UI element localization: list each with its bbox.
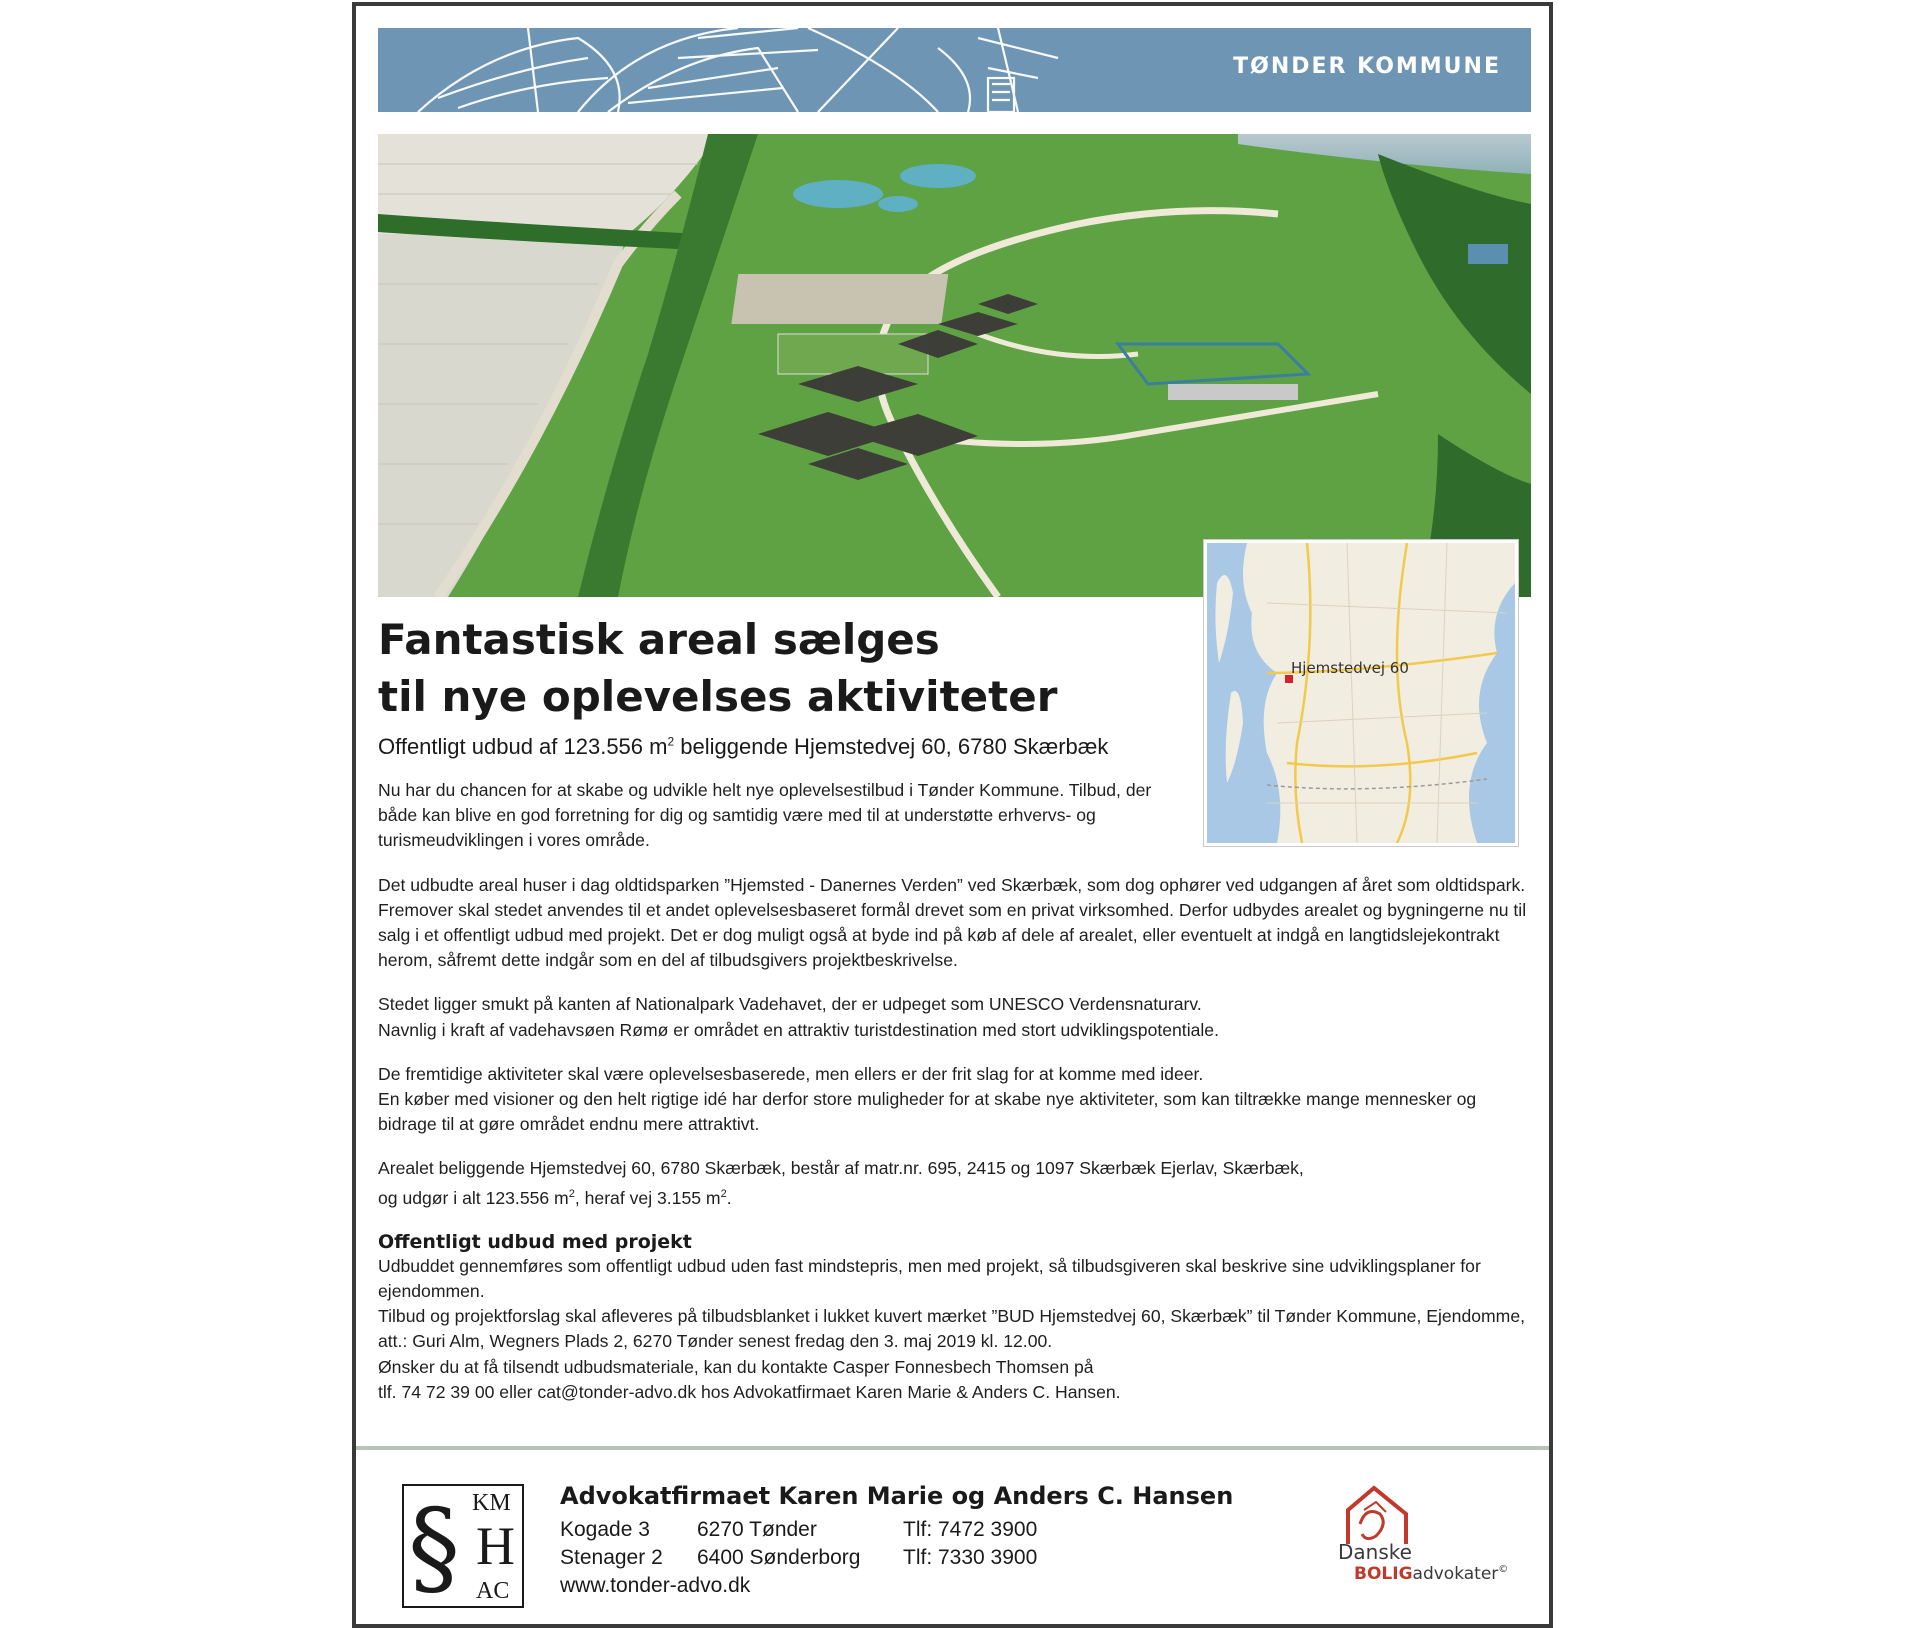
office-street: Stenager 2	[560, 1546, 663, 1569]
paragraph-area	[378, 1156, 1538, 1210]
paragraph-contact-line-1: Ønsker du at få tilsendt udbudsmateriale, kan du kontakte Casper Fonnesbech Thomsen på	[378, 1356, 1094, 1377]
section-heading: Offentligt udbud med projekt	[378, 1230, 692, 1253]
header-banner	[378, 28, 1531, 112]
subheadline	[378, 734, 1208, 760]
paragraph-tender-terms: Udbuddet gennemføres som offentligt udbud uden fast mindstepris, men med projekt, så tilbudsgiveren skal beskrive sine udviklingsplaner for ejendommen.	[378, 1255, 1481, 1301]
headline-line-2: til nye oplevelses aktiviteter	[378, 672, 1058, 721]
advertisement	[352, 2, 1553, 1628]
partner-logo-advokater: advokater	[1412, 1564, 1499, 1584]
paragraph-area-end: .	[726, 1187, 732, 1208]
paragraph-contact-line-2: tlf. 74 72 39 00 eller cat@tonder-advo.dk hos Advokatfirmaet Karen Marie & Anders C. Hansen.	[378, 1381, 1121, 1402]
superscript: 2	[568, 1187, 575, 1200]
superscript: 2	[720, 1187, 727, 1200]
logo-line-2: H	[476, 1516, 515, 1576]
office-phone: Tlf: 7472 3900	[903, 1518, 1038, 1541]
paragraph-contact	[378, 1355, 1538, 1405]
website-link[interactable]: www.tonder-advo.dk	[560, 1574, 751, 1597]
logo-line-3: AC	[476, 1578, 510, 1604]
office-street: Kogade 3	[560, 1518, 650, 1541]
subhead-text: Offentligt udbud af 123.556 m	[378, 734, 668, 759]
danske-boligadvokater-logo	[1316, 1484, 1516, 1594]
paragraph-area-total: og udgør i alt 123.556 m	[378, 1187, 569, 1208]
logo-line-1: KM	[472, 1490, 511, 1516]
paragraph-activities-line-2: En køber med visioner og den helt rigtige idé har derfor store muligheder for at skabe nye aktiviteter, som kan tiltrække mange mennesker og bidrage til at gøre området endnu mere attraktivt.	[378, 1089, 1477, 1135]
paragraph-area-road: , heraf vej 3.155 m	[574, 1187, 721, 1208]
paragraph-activities	[378, 1062, 1538, 1138]
office-city: 6270 Tønder	[697, 1518, 817, 1541]
map-location-label: Hjemstedvej 60	[1291, 659, 1409, 677]
office-city: 6400 Sønderborg	[697, 1546, 861, 1569]
paragraph-intro: Nu har du chancen for at skabe og udvikle helt nye oplevelsestilbud i Tønder Kommune. Tilbud, der både kan blive en god forretning for dig og samtidig være med til at understøtte erhvervs- og turismeudviklingen i vores område.	[378, 780, 1152, 851]
paragraph-current-use: Det udbudte areal huser i dag oldtidsparken ”Hjemsted - Danernes Verden” ved Skærbæk, som dog ophører ved udgangen af året som oldtidspark. Fremover skal stedet anvendes til et andet oplevelsesbaseret formål drevet som en privat virksomhed. Derfor udbydes arealet og bygningerne nu til salg i et offentligt udbud med projekt. Det er dog muligt også at byde ind på køb af dele af arealet, eller eventuelt at indgå en langtidslejekontrakt herom, såfremt dette indgår som en del af tilbudsgivers projektbeskrivelse.	[378, 874, 1527, 971]
partner-logo-bolig: BOLIG	[1354, 1564, 1413, 1584]
headline	[378, 611, 1198, 725]
office-phone: Tlf: 7330 3900	[903, 1546, 1038, 1569]
paragraph-location-line-1: Stedet ligger smukt på kanten af Nationalpark Vadehavet, der er udpeget som UNESCO Verdensnaturarv.	[378, 994, 1202, 1015]
paragraph-area-line-1: Arealet beliggende Hjemstedvej 60, 6780 Skærbæk, består af matr.nr. 695, 2415 og 1097 Skærbæk Ejerlav, Skærbæk,	[378, 1158, 1304, 1179]
partner-logo-word-2	[1354, 1564, 1508, 1584]
paragraph-location	[378, 992, 1538, 1042]
firm-name: Advokatfirmaet Karen Marie og Anders C. Hansen	[560, 1482, 1234, 1510]
kmhac-logo	[402, 1484, 524, 1608]
aerial-photo	[378, 134, 1531, 597]
headline-line-1: Fantastisk areal sælges	[378, 615, 940, 664]
section-sign-icon: §	[408, 1486, 460, 1608]
subhead-superscript: 2	[667, 734, 675, 749]
paragraph-activities-line-1: De fremtidige aktiviteter skal være oplevelsesbaserede, men ellers er der frit slag for at komme med ideer.	[378, 1063, 1204, 1084]
partner-logo-word-1: Danske	[1338, 1540, 1412, 1564]
subhead-text-end: beliggende Hjemstedvej 60, 6780 Skærbæk	[674, 734, 1109, 759]
body-text	[378, 778, 1538, 1405]
footer-divider	[356, 1446, 1549, 1450]
paragraph-submission: Tilbud og projektforslag skal afleveres på tilbudsblanket i lukket kuvert mærket ”BUD Hjemstedvej 60, Skærbæk” til Tønder Kommune, Ejendomme, att.: Guri Alm, Wegners Plads 2, 6270 Tønder senest fredag den 3. maj 2019 kl. 12.00.	[378, 1306, 1525, 1352]
municipality-name: TØNDER KOMMUNE	[1233, 54, 1501, 79]
paragraph-location-line-2: Navnlig i kraft af vadehavsøen Rømø er området en attraktiv turistdestination med stort udviklingspotentiale.	[378, 1019, 1219, 1040]
registered-mark: ©	[1498, 1564, 1509, 1575]
